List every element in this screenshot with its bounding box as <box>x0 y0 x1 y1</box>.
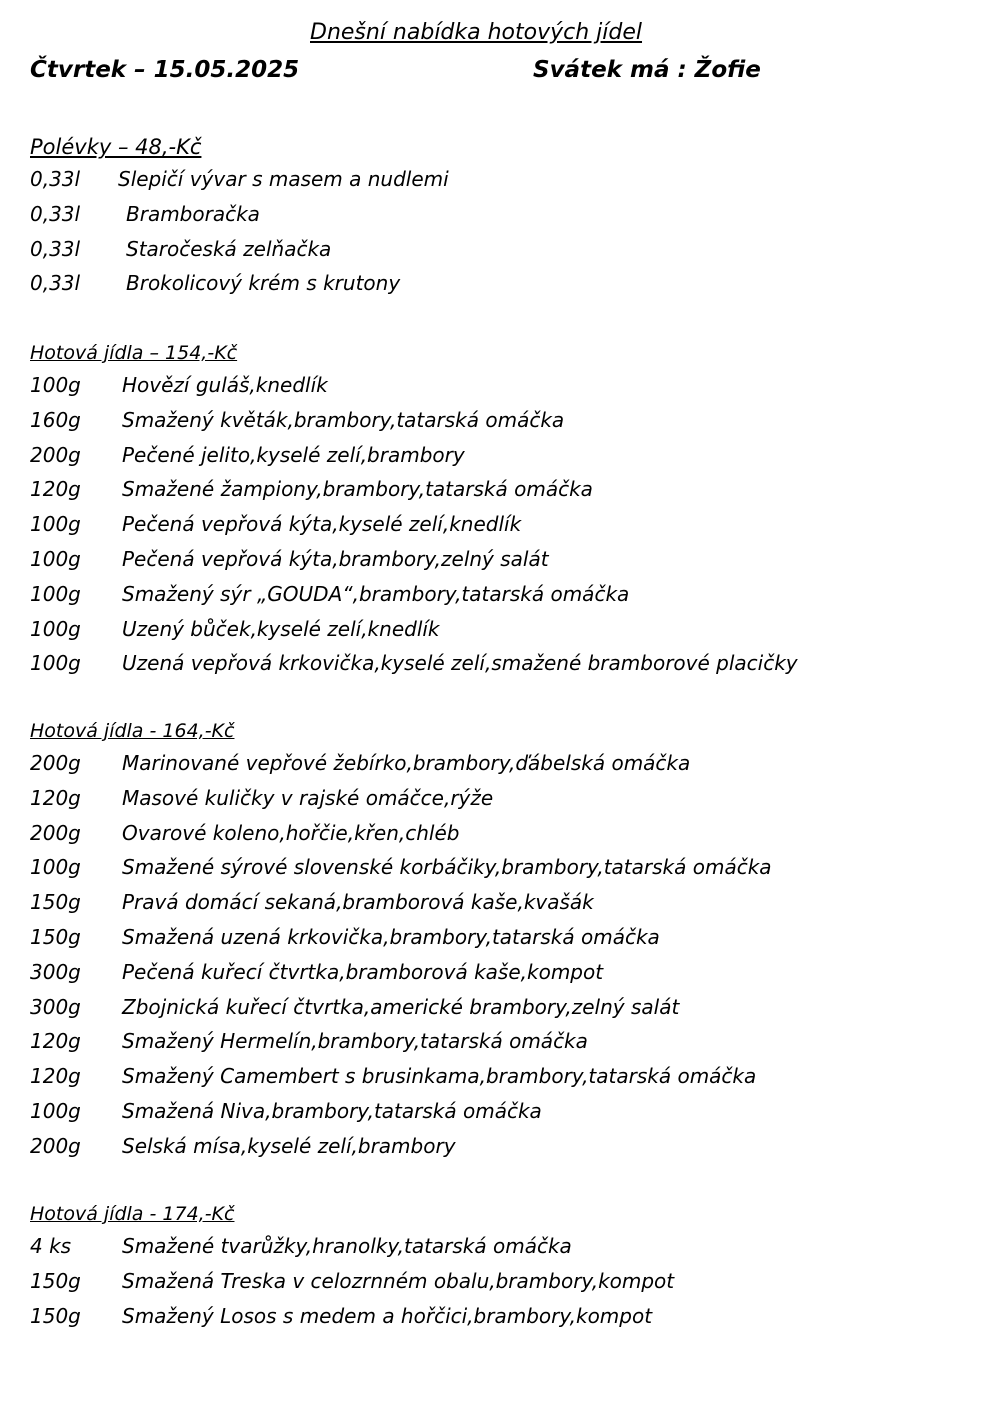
item-quantity: 160g <box>30 407 81 432</box>
menu-row <box>30 266 970 301</box>
menu-row <box>30 646 970 681</box>
item-quantity: 0,33l <box>30 201 81 226</box>
item-quantity: 150g <box>30 890 81 915</box>
item-quantity: 120g <box>30 785 81 810</box>
menu-row <box>30 542 970 577</box>
item-quantity: 100g <box>30 616 81 641</box>
item-dish: Pečená vepřová kýta,brambory,zelný salát <box>122 546 549 571</box>
item-dish: Pravá domácí sekaná,bramborová kaše,kvašák <box>122 890 594 915</box>
item-dish: Smažený Hermelín,brambory,tatarská omáčka <box>122 1029 588 1054</box>
menu-row <box>30 1229 970 1264</box>
menu-row <box>30 990 970 1025</box>
item-dish: Zbojnická kuřecí čtvrtka,americké brambory,zelný salát <box>122 994 680 1019</box>
item-dish: Marinované vepřové žebírko,brambory,ďábelská omáčka <box>122 751 691 775</box>
item-dish: Smažené žampiony,brambory,tatarská omáčka <box>122 477 593 502</box>
item-dish: Masové kuličky v rajské omáčce,rýže <box>122 785 494 810</box>
item-dish: Ovarové koleno,hořčie,křen,chléb <box>122 820 460 845</box>
section-header-meals-154: Hotová jídla – 154,-Kč <box>30 342 238 364</box>
section-header-meals-174: Hotová jídla - 174,-Kč <box>30 1203 235 1225</box>
menu-row <box>30 472 970 507</box>
menu-row <box>30 1129 970 1164</box>
item-dish: Hovězí guláš,knedlík <box>122 373 328 397</box>
item-dish: Smažená Treska v celozrnném obalu,brambory,kompot <box>122 1268 675 1293</box>
menu-row <box>30 197 970 232</box>
menu-row <box>30 612 970 647</box>
item-quantity: 200g <box>30 1133 81 1158</box>
item-dish: Bramboračka <box>126 201 260 226</box>
item-dish: Slepičí vývar s masem a nudlemi <box>118 167 449 191</box>
item-dish: Pečená vepřová kýta,kyselé zelí,knedlík <box>122 512 522 537</box>
item-dish: Uzená vepřová krkovička,kyselé zelí,smažené bramborové placičky <box>122 651 798 676</box>
item-quantity: 100g <box>30 581 81 606</box>
item-quantity: 0,33l <box>30 271 81 296</box>
section-soups <box>30 133 970 301</box>
menu-row <box>30 162 970 197</box>
item-dish: Smažené tvarůžky,hranolky,tatarská omáčka <box>122 1234 572 1258</box>
menu-row <box>30 955 970 990</box>
menu-row <box>30 781 970 816</box>
menu-row <box>30 577 970 612</box>
section-header-soups: Polévky – 48,-Kč <box>30 135 202 159</box>
menu-row <box>30 920 970 955</box>
menu-row <box>30 232 970 267</box>
item-dish: Smažená Niva,brambory,tatarská omáčka <box>122 1098 542 1123</box>
menu-row <box>30 1059 970 1094</box>
item-quantity: 150g <box>30 924 81 949</box>
item-quantity: 300g <box>30 959 81 984</box>
menu-row <box>30 368 970 403</box>
item-quantity: 150g <box>30 1303 81 1328</box>
item-quantity: 100g <box>30 855 81 880</box>
item-dish: Smažený Camembert s brusinkama,brambory,tatarská omáčka <box>122 1064 757 1089</box>
item-quantity: 120g <box>30 477 81 502</box>
item-quantity: 100g <box>30 546 81 571</box>
item-dish: Brokolicový krém s krutony <box>126 271 401 296</box>
menu-row <box>30 746 970 781</box>
item-quantity: 120g <box>30 1064 81 1089</box>
item-quantity: 100g <box>30 1098 81 1123</box>
item-dish: Uzený bůček,kyselé zelí,knedlík <box>122 616 440 641</box>
item-dish: Smažený Losos s medem a hořčici,brambory,kompot <box>122 1303 653 1328</box>
item-dish: Staročeská zelňačka <box>126 236 332 261</box>
menu-row <box>30 850 970 885</box>
item-quantity: 100g <box>30 512 81 537</box>
nameday-line: Svátek má : Žofie <box>533 57 761 83</box>
section-meals-154 <box>30 339 970 681</box>
menu-row <box>30 885 970 920</box>
item-dish: Smažená uzená krkovička,brambory,tatarská omáčka <box>122 924 660 949</box>
item-dish: Pečené jelito,kyselé zelí,brambory <box>122 442 465 467</box>
date-line: Čtvrtek – 15.05.2025 <box>30 57 300 83</box>
menu-row <box>30 816 970 851</box>
menu-row <box>30 403 970 438</box>
item-quantity: 0,33l <box>30 236 81 261</box>
item-dish: Selská mísa,kyselé zelí,brambory <box>122 1133 456 1158</box>
item-dish: Pečená kuřecí čtvrtka,bramborová kaše,kompot <box>122 959 604 984</box>
menu-row <box>30 1299 970 1334</box>
item-quantity: 4 ks <box>30 1234 72 1258</box>
menu-row <box>30 507 970 542</box>
menu-row <box>30 1094 970 1129</box>
item-quantity: 300g <box>30 994 81 1019</box>
item-quantity: 100g <box>30 651 81 676</box>
menu-row <box>30 438 970 473</box>
item-quantity: 200g <box>30 751 81 775</box>
section-header-meals-164: Hotová jídla - 164,-Kč <box>30 720 235 742</box>
item-quantity: 100g <box>30 373 81 397</box>
section-meals-174 <box>30 1200 970 1333</box>
section-meals-164 <box>30 717 970 1164</box>
menu-row <box>30 1264 970 1299</box>
page-title: Dnešní nabídka hotových jídel <box>310 20 643 45</box>
menu-row <box>30 1024 970 1059</box>
item-dish: Smažený květák,brambory,tatarská omáčka <box>122 407 565 432</box>
item-quantity: 200g <box>30 442 81 467</box>
item-dish: Smažené sýrové slovenské korbáčiky,brambory,tatarská omáčka <box>122 855 772 880</box>
item-quantity: 150g <box>30 1268 81 1293</box>
item-quantity: 200g <box>30 820 81 845</box>
item-dish: Smažený sýr „GOUDA“,brambory,tatarská omáčka <box>122 581 630 606</box>
item-quantity: 0,33l <box>30 167 81 191</box>
item-quantity: 120g <box>30 1029 81 1054</box>
